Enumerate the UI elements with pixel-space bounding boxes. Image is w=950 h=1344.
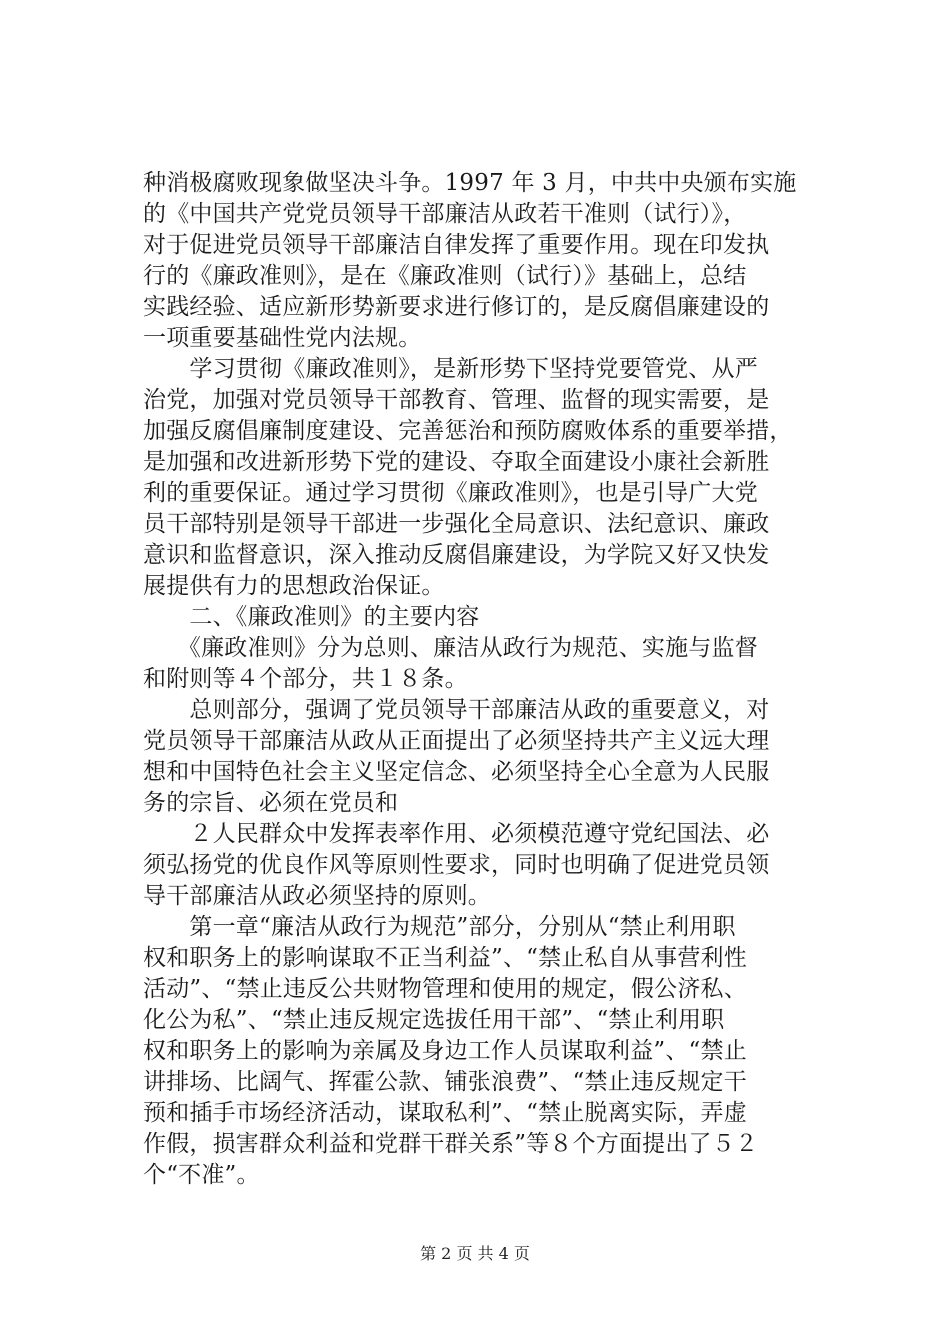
text-line: 的《中国共产党党员领导干部廉洁从政若干准则（试行）》， <box>143 201 747 227</box>
text-line: 须弘扬党的优良作风等原则性要求，同时也明确了促进党员领 <box>143 852 770 878</box>
text-line: 二、《廉政准则》的主要内容 <box>143 604 480 630</box>
text-line: 务的宗旨、必须在党员和 <box>143 790 399 816</box>
text-line: 权和职务上的影响为亲属及身边工作人员谋取利益”、“禁止 <box>143 1038 747 1064</box>
text-line: 第一章“廉洁从政行为规范”部分，分别从“禁止利用职 <box>143 914 736 940</box>
text-line: 学习贯彻《廉政准则》，是新形势下坚持党要管党、从严 <box>143 356 758 382</box>
text-line: 展提供有力的思想政治保证。 <box>143 573 445 599</box>
text-line: 实践经验、适应新形势新要求进行修订的，是反腐倡廉建设的 <box>143 294 770 320</box>
text-line: 党员领导干部廉洁从政从正面提出了必须坚持共产主义远大理 <box>143 728 770 754</box>
text-line: 《廉政准则》分为总则、廉洁从政行为规范、实施与监督 <box>143 635 758 661</box>
text-line: 是加强和改进新形势下党的建设、夺取全面建设小康社会新胜 <box>143 449 770 475</box>
text-line: 权和职务上的影响谋取不正当利益”、“禁止私自从事营利性 <box>143 945 747 971</box>
text-line: 化公为私”、“禁止违反规定选拔任用干部”、“禁止利用职 <box>143 1007 725 1033</box>
text-line: ２人民群众中发挥表率作用、必须模范遵守党纪国法、必 <box>143 821 770 847</box>
text-line: 对于促进党员领导干部廉洁自律发挥了重要作用。现在印发执 <box>143 232 770 258</box>
text-line: 想和中国特色社会主义坚定信念、必须坚持全心全意为人民服 <box>143 759 770 785</box>
text-line: 作假，损害群众利益和党群干群关系”等８个方面提出了５２ <box>143 1131 759 1157</box>
text-line: 行的《廉政准则》，是在《廉政准则（试行）》基础上，总结 <box>143 263 747 289</box>
text-line: 预和插手市场经济活动，谋取私利”、“禁止脱离实际，弄虚 <box>143 1100 747 1126</box>
text-line: 治党，加强对党员领导干部教育、管理、监督的现实需要，是 <box>143 387 770 413</box>
text-line: 总则部分，强调了党员领导干部廉洁从政的重要意义，对 <box>143 697 770 723</box>
page-footer: 第 2 页 共 4 页 <box>420 1244 530 1263</box>
text-line: 活动”、“禁止违反公共财物管理和使用的规定，假公济私、 <box>143 976 747 1002</box>
text-line: 员干部特别是领导干部进一步强化全局意识、法纪意识、廉政 <box>143 511 770 537</box>
text-line: 导干部廉洁从政必须坚持的原则。 <box>143 883 491 909</box>
text-line: 个“不准”。 <box>143 1162 260 1188</box>
text-line: 种消极腐败现象做坚决斗争。1997 年 3 月，中共中央颁布实施 <box>143 170 797 196</box>
text-line: 讲排场、比阔气、挥霍公款、铺张浪费”、“禁止违反规定干 <box>143 1069 747 1095</box>
text-line: 加强反腐倡廉制度建设、完善惩治和预防腐败体系的重要举措， <box>143 418 793 444</box>
text-line: 和附则等４个部分，共１８条。 <box>143 666 468 692</box>
body-text <box>143 168 833 1191</box>
text-line: 利的重要保证。通过学习贯彻《廉政准则》，也是引导广大党 <box>143 480 758 506</box>
text-line: 一项重要基础性党内法规。 <box>143 325 422 351</box>
text-line: 意识和监督意识，深入推动反腐倡廉建设，为学院又好又快发 <box>143 542 770 568</box>
